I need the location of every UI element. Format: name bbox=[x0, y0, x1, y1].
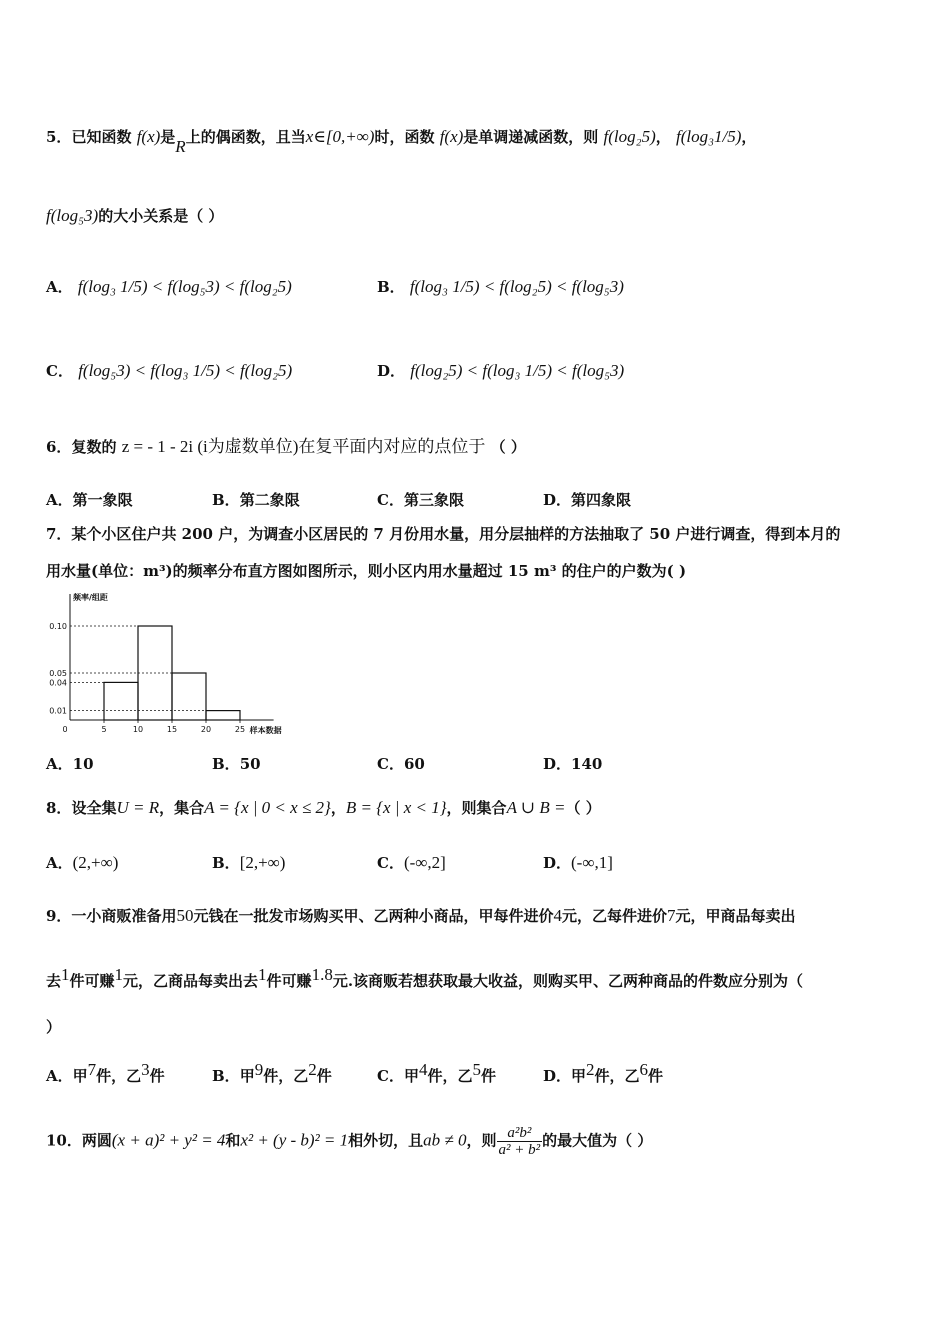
q6-option-a-text: 第一象限 bbox=[72, 491, 133, 509]
q6-option-b-label: B． bbox=[212, 491, 240, 509]
q5-line2-text: 的大小关系是（ ） bbox=[98, 207, 224, 225]
q5-option-a[interactable] bbox=[46, 276, 292, 297]
q9-l2d: 件可赚 bbox=[266, 972, 312, 990]
q8-option-d[interactable] bbox=[543, 852, 613, 873]
q9-option-a-y: 3 bbox=[141, 1060, 150, 1079]
q10-num: 10． bbox=[46, 1131, 82, 1150]
q9-l2e: 元.该商贩若想获取最大收益，则购买甲、乙两种商品的件数应分别为（ bbox=[332, 972, 804, 990]
q9-option-d-label: D． bbox=[543, 1067, 572, 1085]
q6-option-d[interactable] bbox=[543, 489, 631, 510]
q9-l1d: 元，甲商品每卖出 bbox=[675, 907, 796, 925]
q9-l1b: 元钱在一批发市场购买甲、乙两种小商品，甲每件进价 bbox=[193, 907, 554, 925]
q5-a2: f(log₃1/5) bbox=[675, 127, 742, 146]
q5-text1: 已知函数 bbox=[71, 128, 132, 146]
chart-labels bbox=[49, 592, 281, 735]
q9-option-b-a: 甲 bbox=[239, 1067, 255, 1085]
q6-text2: （ ） bbox=[490, 438, 526, 456]
q9-l2a: 去 bbox=[46, 972, 62, 990]
q8-option-b[interactable] bbox=[212, 852, 285, 873]
q9-n1b: 1 bbox=[114, 965, 124, 984]
q6-option-c[interactable] bbox=[377, 489, 464, 510]
q6-option-b[interactable] bbox=[212, 489, 300, 510]
q9-option-c-x: 4 bbox=[418, 1060, 428, 1079]
q5-text2: 是 bbox=[160, 128, 176, 146]
q6-text1: 复数的 bbox=[71, 438, 117, 456]
q10-circle2: x² + (y - b)² = 1 bbox=[240, 1130, 349, 1150]
q10-frac-num: a²b² bbox=[497, 1125, 543, 1142]
q7-line2: 用水量(单位：m³)的频率分布直方图如图所示，则小区内用水量超过 15 m³ 的住户的户数为( ) bbox=[46, 562, 687, 580]
q9-option-c-y: 5 bbox=[472, 1060, 481, 1079]
q5-cond: x∈[0,+∞) bbox=[305, 127, 375, 146]
y-tick-label: 0.04 bbox=[49, 678, 67, 688]
q10-text3: 相外切，且 bbox=[348, 1131, 424, 1150]
q7-line1: 7．某个小区住户共 200 户，为调查小区居民的 7 月份用水量，用分层抽样的方法抽取了 50 户进行调查，得到本月的 bbox=[46, 525, 841, 543]
q5-option-b[interactable] bbox=[377, 276, 624, 297]
q6-math: z = - 1 - 2i (i为虚数单位)在复平面内对应的点位于 bbox=[121, 437, 486, 456]
q8-set-a: A = {x | 0 < x ≤ 2} bbox=[204, 798, 331, 817]
q9-line1 bbox=[46, 905, 796, 926]
q6-option-d-label: D． bbox=[543, 491, 572, 509]
q6-option-c-label: C． bbox=[377, 491, 404, 509]
q9-n1a: 1 bbox=[61, 965, 70, 984]
q5-line2-math: f(log₅3) bbox=[46, 206, 99, 225]
q8-option-a-label: A． bbox=[46, 854, 73, 872]
y-axis-label: 频率/组距 bbox=[73, 593, 108, 602]
q9-n50: 50 bbox=[176, 906, 194, 925]
q9-n4: 4 bbox=[553, 906, 562, 925]
q5-fx: f(x) bbox=[136, 127, 161, 146]
q9-option-c-label: C． bbox=[377, 1067, 404, 1085]
q9-n18: 1.8 bbox=[311, 965, 333, 984]
q8-option-d-label: D． bbox=[543, 854, 572, 872]
q10-text5: 的最大值为（ ） bbox=[542, 1131, 653, 1150]
q9-option-d-a: 甲 bbox=[571, 1067, 587, 1085]
q8-num: 8． bbox=[46, 799, 72, 817]
q5-option-a-label: A． bbox=[46, 278, 73, 296]
q9-n1c: 1 bbox=[258, 965, 267, 984]
q5-option-d-expr: f(log₂5) < f(log₃ 1/5) < f(log₅3) bbox=[410, 361, 625, 380]
q9-option-a-b: 件，乙 bbox=[96, 1067, 142, 1085]
q5-a1: f(log₂5) bbox=[603, 127, 656, 146]
q7-option-d-text: 140 bbox=[571, 755, 603, 773]
y-tick-label: 0.05 bbox=[49, 669, 67, 678]
q5-option-d-label: D． bbox=[377, 362, 406, 380]
q5-sep2: ， bbox=[741, 128, 757, 146]
q9-l2b: 件可赚 bbox=[69, 972, 115, 990]
x-tick-label: 5 bbox=[101, 725, 107, 734]
q8-stem bbox=[46, 797, 601, 818]
q8-sep: ， bbox=[330, 799, 346, 817]
q9-option-b[interactable] bbox=[212, 1060, 332, 1086]
q5-line2 bbox=[46, 205, 223, 226]
q8-union: A ∪ B = bbox=[506, 798, 566, 817]
q5-text3: 上的偶函数，且当 bbox=[185, 128, 306, 146]
q8-text3: ，则集合 bbox=[446, 799, 507, 817]
q9-option-a-label: A． bbox=[46, 1067, 73, 1085]
q5-sep: ， bbox=[655, 128, 671, 146]
x-tick-label: 20 bbox=[200, 725, 212, 734]
q9-option-d-b: 件，乙 bbox=[594, 1067, 640, 1085]
q9-option-c[interactable] bbox=[377, 1060, 496, 1086]
q5-option-c-label: C． bbox=[46, 362, 73, 380]
q6-num: 6． bbox=[46, 438, 72, 456]
histogram-bar bbox=[172, 673, 206, 720]
q9-line2 bbox=[46, 965, 803, 991]
q9-option-d-c: 件 bbox=[648, 1067, 664, 1085]
q7-option-b[interactable] bbox=[212, 753, 261, 774]
q10-frac-den: a² + b² bbox=[498, 1142, 541, 1158]
q5-option-b-expr: f(log₃ 1/5) < f(log₂5) < f(log₅3) bbox=[409, 277, 624, 296]
q6-option-d-text: 第四象限 bbox=[571, 491, 632, 509]
q8-option-b-text: [2,+∞) bbox=[239, 853, 286, 872]
q10-circle1: (x + a)² + y² = 4 bbox=[111, 1130, 226, 1150]
x-tick-label: 25 bbox=[234, 725, 246, 734]
q9-option-d-y: 6 bbox=[639, 1060, 649, 1079]
q6-option-a-label: A． bbox=[46, 491, 73, 509]
q10-stem bbox=[46, 1125, 652, 1158]
q5-option-b-label: B． bbox=[377, 278, 405, 296]
q5-num: 5． bbox=[46, 128, 72, 146]
q9-option-b-y: 2 bbox=[308, 1060, 317, 1079]
q5-text4: 时，函数 bbox=[374, 128, 435, 146]
q8-option-a[interactable] bbox=[46, 852, 118, 873]
q9-option-b-label: B． bbox=[212, 1067, 240, 1085]
q5-text5: 是单调递减函数，则 bbox=[463, 128, 599, 146]
q7-option-c-label: C． bbox=[377, 755, 404, 773]
q8-universal-set: U = R bbox=[116, 798, 160, 817]
x-tick-label: 0 bbox=[62, 725, 68, 734]
x-axis-label: 样本数据 bbox=[249, 726, 282, 735]
q8-set-b: B = {x | x < 1} bbox=[345, 798, 447, 817]
q10-fraction bbox=[497, 1125, 543, 1158]
q8-option-c-label: C． bbox=[377, 854, 404, 872]
q9-l1c: 元，乙每件进价 bbox=[561, 907, 667, 925]
q5-option-c-expr: f(log₅3) < f(log₃ 1/5) < f(log₂5) bbox=[78, 361, 293, 380]
q7-option-d-label: D． bbox=[543, 755, 572, 773]
q9-option-b-b: 件，乙 bbox=[263, 1067, 309, 1085]
q8-text4: （ ） bbox=[565, 799, 601, 817]
q9-l2c: 元，乙商品每卖出去 bbox=[123, 972, 259, 990]
frequency-histogram bbox=[44, 590, 304, 742]
q7-option-a[interactable] bbox=[46, 753, 94, 774]
q9-option-a-c: 件 bbox=[149, 1067, 165, 1085]
q10-text2: 和 bbox=[225, 1131, 241, 1150]
q9-option-a[interactable] bbox=[46, 1060, 165, 1086]
q9-n7: 7 bbox=[666, 906, 676, 925]
q8-option-d-text: (-∞,1] bbox=[571, 853, 613, 872]
x-tick-label: 15 bbox=[166, 725, 178, 734]
histogram-bar bbox=[206, 711, 240, 720]
y-tick-label: 0.01 bbox=[49, 706, 67, 716]
q5-option-d[interactable] bbox=[377, 360, 624, 381]
q8-option-c[interactable] bbox=[377, 852, 446, 873]
q9-option-b-x: 9 bbox=[254, 1060, 264, 1079]
q8-text2: ，集合 bbox=[159, 799, 205, 817]
q10-cond: ab ≠ 0 bbox=[423, 1130, 467, 1150]
q5-R: R bbox=[175, 137, 186, 156]
q9-option-c-c: 件 bbox=[480, 1067, 496, 1085]
q10-text4: ，则 bbox=[466, 1131, 497, 1150]
q10-text1: 两圆 bbox=[81, 1131, 112, 1150]
q7-option-d[interactable] bbox=[543, 753, 602, 774]
q8-option-b-label: B． bbox=[212, 854, 240, 872]
q9-option-d[interactable] bbox=[543, 1060, 663, 1086]
q6-option-a[interactable] bbox=[46, 489, 133, 510]
q9-option-d-x: 2 bbox=[586, 1060, 595, 1079]
q7-option-b-label: B． bbox=[212, 755, 240, 773]
q9-option-b-c: 件 bbox=[316, 1067, 332, 1085]
q5-line1 bbox=[46, 126, 757, 156]
q8-text1: 设全集 bbox=[71, 799, 117, 817]
q9-option-c-b: 件，乙 bbox=[427, 1067, 473, 1085]
y-tick-label: 0.10 bbox=[49, 622, 67, 631]
q5-option-a-expr: f(log₃ 1/5) < f(log₅3) < f(log₂5) bbox=[77, 277, 292, 296]
q9-option-a-a: 甲 bbox=[72, 1067, 88, 1085]
q5-option-c[interactable] bbox=[46, 360, 292, 381]
q5-fx2: f(x) bbox=[439, 127, 464, 146]
q6-option-b-text: 第二象限 bbox=[239, 491, 300, 509]
q7-option-a-label: A． bbox=[46, 755, 73, 773]
q9-option-c-a: 甲 bbox=[403, 1067, 419, 1085]
q6-stem bbox=[46, 432, 526, 457]
q9-line3: ） bbox=[46, 1018, 62, 1036]
q7-option-b-text: 50 bbox=[239, 755, 261, 773]
q7-option-c-text: 60 bbox=[403, 755, 425, 773]
q9-l1a: 9．一小商贩准备用 bbox=[46, 907, 177, 925]
q9-option-a-x: 7 bbox=[87, 1060, 97, 1079]
q8-option-a-text: (2,+∞) bbox=[72, 853, 119, 872]
q6-option-c-text: 第三象限 bbox=[403, 491, 464, 509]
x-tick-label: 10 bbox=[132, 725, 144, 734]
q7-option-c[interactable] bbox=[377, 753, 425, 774]
q7-option-a-text: 10 bbox=[72, 755, 94, 773]
histogram-bar bbox=[104, 682, 138, 720]
q8-option-c-text: (-∞,2] bbox=[403, 853, 446, 872]
